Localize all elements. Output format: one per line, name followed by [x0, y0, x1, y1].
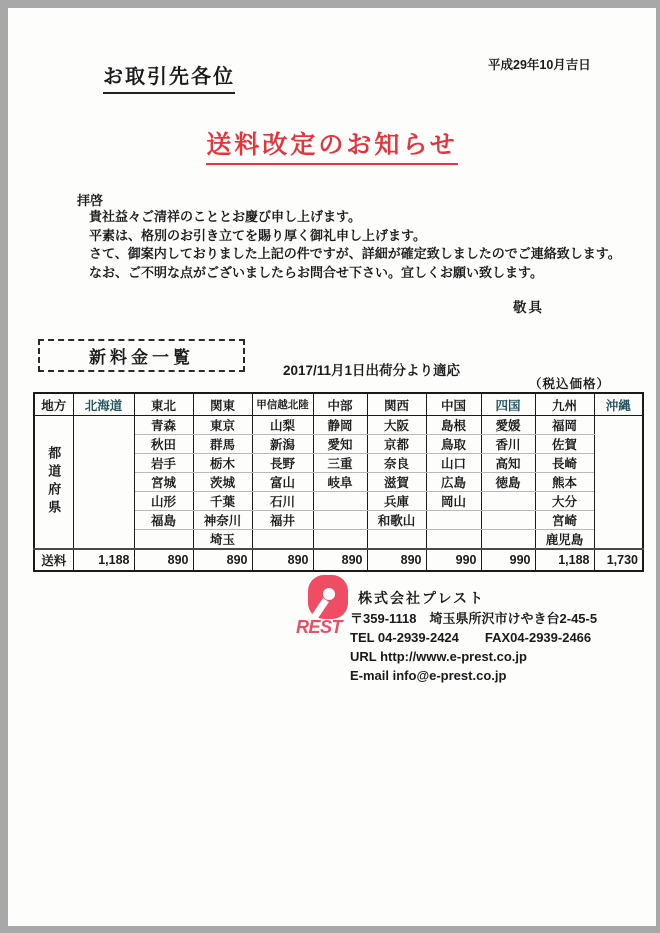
prefecture-cell: 和歌山	[367, 511, 426, 530]
prefecture-cell: 佐賀	[535, 435, 594, 454]
fee-value-沖縄: 1,730	[594, 549, 643, 571]
prefecture-cell: 静岡	[313, 416, 367, 435]
prefecture-cell: 福岡	[535, 416, 594, 435]
prefecture-cell: 秋田	[134, 435, 193, 454]
prefecture-cell	[367, 530, 426, 550]
document-date: 平成29年10月吉日	[488, 58, 591, 72]
prefecture-cell: 大阪	[367, 416, 426, 435]
logo-rest-text: REST	[296, 617, 343, 637]
document-page	[8, 8, 656, 926]
document-title	[8, 125, 656, 165]
recipient-line: お取引先各位	[103, 60, 235, 94]
letter-body	[89, 208, 621, 282]
company-name: 株式会社プレスト	[358, 590, 486, 606]
prefecture-cell: 宮城	[134, 473, 193, 492]
prefecture-cell	[252, 530, 313, 550]
prefecture-cell: 島根	[426, 416, 481, 435]
table-header-甲信越北陸: 甲信越北陸	[252, 393, 313, 416]
prefecture-column-label: 都道府県	[34, 416, 73, 550]
body-line: 平素は、格別のお引き立てを賜り厚く御礼申し上げます。	[89, 227, 426, 243]
table-header-中部: 中部	[313, 393, 367, 416]
prefecture-cell	[426, 511, 481, 530]
prefecture-cell: 鹿児島	[535, 530, 594, 550]
prefecture-cell: 高知	[481, 454, 535, 473]
prefecture-cell	[313, 511, 367, 530]
company-url: URL http://www.e-prest.co.jp	[350, 649, 527, 664]
prefecture-cell: 兵庫	[367, 492, 426, 511]
body-line: 貴社益々ご清祥のこととお慶び申し上げます。	[89, 209, 361, 224]
table-header-九州: 九州	[535, 393, 594, 416]
prefecture-cell: 奈良	[367, 454, 426, 473]
body-line: さて、御案内しておりました上記の件ですが、詳細が確定致しましたのでご連絡致します。	[89, 246, 621, 261]
prefecture-cell: 岐阜	[313, 473, 367, 492]
prefecture-cell: 岡山	[426, 492, 481, 511]
empty-region-cell	[73, 416, 134, 550]
fee-value-甲信越北陸: 890	[252, 549, 313, 571]
prefecture-cell: 愛知	[313, 435, 367, 454]
fee-value-関西: 890	[367, 549, 426, 571]
prefecture-cell: 滋賀	[367, 473, 426, 492]
shipping-fee-table	[33, 392, 644, 572]
table-header-中国: 中国	[426, 393, 481, 416]
prefecture-cell: 山口	[426, 454, 481, 473]
prest-logo-icon	[296, 574, 354, 638]
prefecture-cell	[426, 530, 481, 550]
table-header-北海道: 北海道	[73, 393, 134, 416]
fee-value-四国: 990	[481, 549, 535, 571]
prefecture-cell: 山梨	[252, 416, 313, 435]
fee-row-label: 送料	[34, 549, 73, 571]
fee-value-九州: 1,188	[535, 549, 594, 571]
company-logo	[296, 574, 354, 643]
prefecture-cell: 徳島	[481, 473, 535, 492]
body-line: なお、ご不明な点がございましたらお問合せ下さい。宜しくお願い致します。	[89, 264, 543, 280]
prefecture-cell	[481, 530, 535, 550]
prefecture-cell	[313, 530, 367, 550]
company-email: E-mail info@e-prest.co.jp	[350, 668, 507, 683]
shipping-fee-table-wrap	[33, 392, 644, 572]
prefecture-cell: 青森	[134, 416, 193, 435]
table-header-四国: 四国	[481, 393, 535, 416]
prefecture-cell: 栃木	[193, 454, 252, 473]
prefecture-cell: 富山	[252, 473, 313, 492]
prefecture-cell: 神奈川	[193, 511, 252, 530]
prefecture-cell: 福井	[252, 511, 313, 530]
company-address: 〒359-1118 埼玉県所沢市けやき台2-45-5	[350, 611, 598, 626]
prefecture-cell	[134, 530, 193, 550]
prefecture-cell	[481, 492, 535, 511]
fee-value-中部: 890	[313, 549, 367, 571]
prefecture-cell: 長野	[252, 454, 313, 473]
prefecture-cell: 山形	[134, 492, 193, 511]
prefecture-cell: 千葉	[193, 492, 252, 511]
prefecture-cell: 長崎	[535, 454, 594, 473]
prefecture-cell: 宮崎	[535, 511, 594, 530]
table-header-沖縄: 沖縄	[594, 393, 643, 416]
prefecture-cell: 愛媛	[481, 416, 535, 435]
prefecture-cell: 京都	[367, 435, 426, 454]
new-price-list-label: 新料金一覧	[89, 348, 194, 367]
empty-region-cell	[594, 416, 643, 550]
prefecture-cell: 茨城	[193, 473, 252, 492]
table-header-東北: 東北	[134, 393, 193, 416]
fee-value-東北: 890	[134, 549, 193, 571]
prefecture-cell: 鳥取	[426, 435, 481, 454]
prefecture-cell: 香川	[481, 435, 535, 454]
prefecture-cell: 熊本	[535, 473, 594, 492]
greeting-open: 拝啓	[77, 193, 104, 208]
company-tel-fax: TEL 04-2939-2424 FAX04-2939-2466	[350, 630, 592, 645]
prefecture-cell: 新潟	[252, 435, 313, 454]
tax-included-note: （税込価格）	[529, 377, 611, 391]
effective-date-note: 2017/11月1日出荷分より適応	[283, 363, 461, 378]
prefecture-cell	[313, 492, 367, 511]
prefecture-cell	[481, 511, 535, 530]
prefecture-cell: 埼玉	[193, 530, 252, 550]
company-info	[350, 609, 597, 685]
prefecture-cell: 岩手	[134, 454, 193, 473]
prefecture-cell: 三重	[313, 454, 367, 473]
prefecture-cell: 東京	[193, 416, 252, 435]
new-price-list-box	[38, 339, 245, 372]
fee-value-中国: 990	[426, 549, 481, 571]
prefecture-cell: 石川	[252, 492, 313, 511]
document-title-text: 送料改定のお知らせ	[206, 125, 457, 165]
prefecture-cell: 福島	[134, 511, 193, 530]
prefecture-cell: 群馬	[193, 435, 252, 454]
greeting-close: 敬具	[513, 300, 544, 315]
fee-value-北海道: 1,188	[73, 549, 134, 571]
table-header-region: 地方	[34, 393, 73, 416]
fee-value-関東: 890	[193, 549, 252, 571]
table-header-関西: 関西	[367, 393, 426, 416]
prefecture-cell: 広島	[426, 473, 481, 492]
table-header-関東: 関東	[193, 393, 252, 416]
prefecture-cell: 大分	[535, 492, 594, 511]
